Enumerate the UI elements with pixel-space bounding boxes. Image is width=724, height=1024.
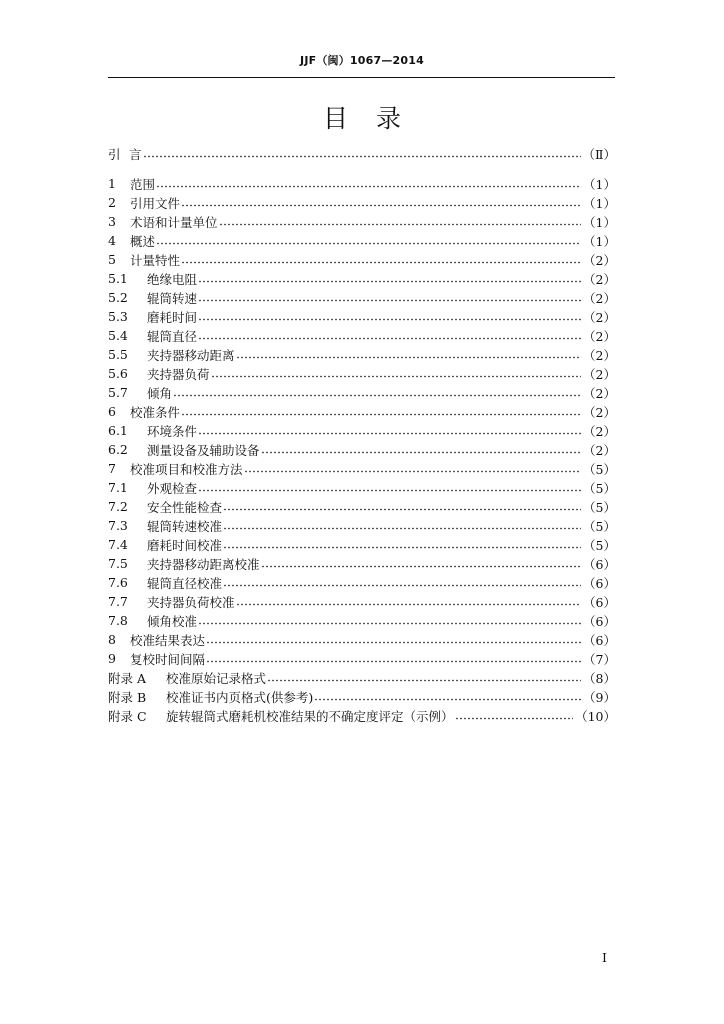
toc-entry-label: 复校时间间隔 [130, 651, 206, 667]
toc-entry-page: （5） [583, 480, 616, 496]
toc-entry[interactable] [108, 535, 616, 554]
toc-entry-number: 7 [108, 461, 116, 476]
toc-entry[interactable] [108, 554, 616, 573]
toc-entry-label: 夹持器移动距离校准 [147, 556, 260, 572]
toc-entry-page: （2） [583, 366, 616, 382]
toc-entry-number: 7.2 [108, 499, 128, 514]
page-title: 目录 [322, 104, 429, 133]
toc-entry-page: （8） [583, 670, 616, 686]
toc-entry-number: 7.3 [108, 518, 128, 533]
toc-entry-number: 7.7 [108, 594, 128, 609]
toc-leader-dots [219, 223, 582, 226]
toc-leader-dots [181, 204, 581, 207]
toc-entry-number: 5.2 [108, 290, 128, 305]
toc-entry-number: 6.2 [108, 442, 128, 457]
toc-entry[interactable] [108, 402, 616, 421]
toc-leader-dots [198, 489, 581, 492]
toc-entry-page: （5） [583, 499, 616, 515]
document-code-header: JJF（闽）1067—2014 [300, 54, 424, 67]
toc-entry-number: 6 [108, 404, 116, 419]
toc-entry-number: 5 [108, 252, 116, 267]
toc-entry-page: （6） [583, 594, 616, 610]
toc-entry-label: 磨耗时间校准 [147, 537, 223, 553]
toc-entry-page: （2） [583, 309, 616, 325]
toc-entry-number: 5.6 [108, 366, 128, 381]
toc-entry[interactable] [108, 421, 616, 440]
toc-leader-dots [223, 527, 581, 530]
toc-entry-number: 4 [108, 233, 116, 248]
toc-entry[interactable] [108, 345, 616, 364]
toc-leader-dots [198, 280, 581, 283]
toc-entry-label: 校准证书内页格式(供参考) [166, 689, 314, 705]
toc-entry[interactable] [108, 288, 616, 307]
toc-entry[interactable] [108, 478, 616, 497]
toc-leader-dots [181, 413, 581, 416]
toc-entry-page: （1） [583, 195, 616, 211]
toc-entry-number: 5.7 [108, 385, 128, 400]
toc-leader-dots [244, 470, 582, 473]
toc-entry[interactable] [108, 250, 616, 269]
toc-entry-page: （6） [583, 632, 616, 648]
toc-leader-dots [211, 375, 582, 378]
toc-entry[interactable] [108, 440, 616, 459]
toc-entry-label: 校准条件 [130, 404, 181, 420]
toc-entry[interactable] [108, 269, 616, 288]
toc-leader-dots [198, 318, 581, 321]
toc-entry-page: （2） [583, 271, 616, 287]
toc-entry-page: （6） [583, 575, 616, 591]
toc-entry[interactable] [108, 193, 616, 212]
toc-leader-dots [143, 155, 581, 158]
toc-entry-label: 校准项目和校准方法 [130, 461, 243, 477]
toc-entry-number: 8 [108, 632, 116, 647]
toc-leader-dots [156, 242, 581, 245]
toc-entry-page: （9） [583, 689, 616, 705]
toc-entry-label: 概述 [130, 233, 156, 249]
toc-entry[interactable] [108, 611, 616, 630]
toc-entry-label: 倾角校准 [147, 613, 198, 629]
toc-entry[interactable] [108, 212, 616, 231]
toc-entry-number: 7.5 [108, 556, 128, 571]
toc-entry-number: 引 [108, 146, 121, 162]
toc-entry[interactable] [108, 573, 616, 592]
toc-entry-page: （5） [583, 518, 616, 534]
toc-entry-page: （6） [583, 613, 616, 629]
toc-entry-label: 辊筒直径校准 [147, 575, 223, 591]
toc-entry-label: 计量特性 [130, 252, 181, 268]
toc-entry-label: 辊筒转速 [147, 290, 198, 306]
toc-entry-label: 旋转辊筒式磨耗机校准结果的不确定度评定（示例） [166, 708, 454, 724]
toc-entry-number: 7.4 [108, 537, 128, 552]
toc-entry-page: （2） [583, 442, 616, 458]
toc-entry-number: 5.4 [108, 328, 128, 343]
toc-entry-number: 5.3 [108, 309, 128, 324]
toc-entry-label: 夹持器负荷 [147, 366, 210, 382]
toc-entry-label: 外观检查 [147, 480, 198, 496]
toc-leader-dots [206, 660, 581, 663]
toc-leader-dots [198, 299, 581, 302]
toc-entry-page: （1） [583, 233, 616, 249]
toc-leader-dots [198, 622, 581, 625]
toc-entry[interactable] [108, 231, 616, 250]
toc-leader-dots [181, 261, 581, 264]
toc-entry-label: 校准原始记录格式 [166, 670, 267, 686]
toc-entry-label: 测量设备及辅助设备 [147, 442, 260, 458]
toc-leader-dots [455, 717, 574, 720]
toc-entry-page: （10） [575, 708, 616, 724]
toc-entry-label: 环境条件 [147, 423, 198, 439]
toc-entry-page: （2） [583, 404, 616, 420]
toc-entry-label: 夹持器移动距离 [147, 347, 235, 363]
toc-entry-page: （2） [583, 252, 616, 268]
toc-entry-label: 绝缘电阻 [147, 271, 198, 287]
toc-entry-number: 5.5 [108, 347, 128, 362]
toc-entry-page: （1） [583, 214, 616, 230]
toc-entry[interactable] [108, 592, 616, 611]
toc-entry[interactable] [108, 630, 616, 649]
toc-entry-number: 7.6 [108, 575, 128, 590]
toc-leader-dots [198, 432, 581, 435]
toc-leader-dots [206, 641, 581, 644]
toc-entry-label: 夹持器负荷校准 [147, 594, 235, 610]
toc-entry-page: （2） [583, 423, 616, 439]
toc-entry-page: （6） [583, 556, 616, 572]
header-rule [108, 77, 615, 78]
toc-entry[interactable] [108, 459, 616, 478]
toc-entry-label: 范围 [130, 176, 156, 192]
toc-entry-label: 言 [129, 146, 142, 162]
toc-entry[interactable] [108, 497, 616, 516]
toc-leader-dots [223, 546, 581, 549]
toc-entry[interactable] [108, 307, 616, 326]
toc-entry-number: 3 [108, 214, 116, 229]
toc-entry-page: （2） [583, 385, 616, 401]
toc-entry-label: 引用文件 [130, 195, 181, 211]
toc-entry[interactable] [108, 326, 616, 345]
toc-entry-number: 5.1 [108, 271, 128, 286]
toc-entry[interactable] [108, 364, 616, 383]
toc-entry-number: 7.1 [108, 480, 128, 495]
toc-entry[interactable] [108, 383, 616, 402]
toc-entry[interactable] [108, 144, 616, 163]
toc-entry-number: 2 [108, 195, 116, 210]
page-number: Ⅰ [602, 950, 607, 965]
toc-leader-dots [198, 337, 581, 340]
toc-entry[interactable] [108, 174, 616, 193]
toc-entry-page: （Ⅱ） [582, 146, 616, 162]
toc-entry-number: 6.1 [108, 423, 128, 438]
toc-entry-page: （5） [583, 537, 616, 553]
toc-entry-label: 倾角 [147, 385, 173, 401]
toc-entry[interactable] [108, 649, 616, 668]
toc-leader-dots [236, 356, 582, 359]
toc-leader-dots [156, 185, 581, 188]
toc-leader-dots [261, 565, 582, 568]
toc-leader-dots [223, 508, 581, 511]
toc-entry-page: （2） [583, 328, 616, 344]
toc-leader-dots [223, 584, 581, 587]
toc-leader-dots [236, 603, 582, 606]
toc-entry-number: 附录 A [108, 670, 147, 686]
toc-entry-label: 校准结果表达 [130, 632, 206, 648]
toc-entry-page: （1） [583, 176, 616, 192]
toc-leader-dots [267, 679, 581, 682]
toc-entry-label: 磨耗时间 [147, 309, 198, 325]
toc-entry-label: 安全性能检查 [147, 499, 223, 515]
toc-entry-label: 辊筒转速校准 [147, 518, 223, 534]
toc-entry[interactable] [108, 516, 616, 535]
toc-entry-number: 1 [108, 176, 116, 191]
toc-entry-page: （5） [583, 461, 616, 477]
toc-leader-dots [173, 394, 581, 397]
toc-entry-page: （2） [583, 290, 616, 306]
toc-leader-dots [261, 451, 582, 454]
toc-entry-number: 9 [108, 651, 116, 666]
toc-leader-dots [314, 698, 581, 701]
toc-entry-label: 辊筒直径 [147, 328, 198, 344]
toc-entry-number: 7.8 [108, 613, 128, 628]
toc-entry[interactable] [108, 668, 616, 687]
toc-entry-page: （7） [583, 651, 616, 667]
toc-entry-page: （2） [583, 347, 616, 363]
toc-entry-label: 术语和计量单位 [130, 214, 218, 230]
toc-entry-number: 附录 C [108, 708, 147, 724]
toc-entry[interactable] [108, 687, 616, 706]
toc-entry-number: 附录 B [108, 689, 147, 705]
toc-entry[interactable] [108, 706, 616, 725]
